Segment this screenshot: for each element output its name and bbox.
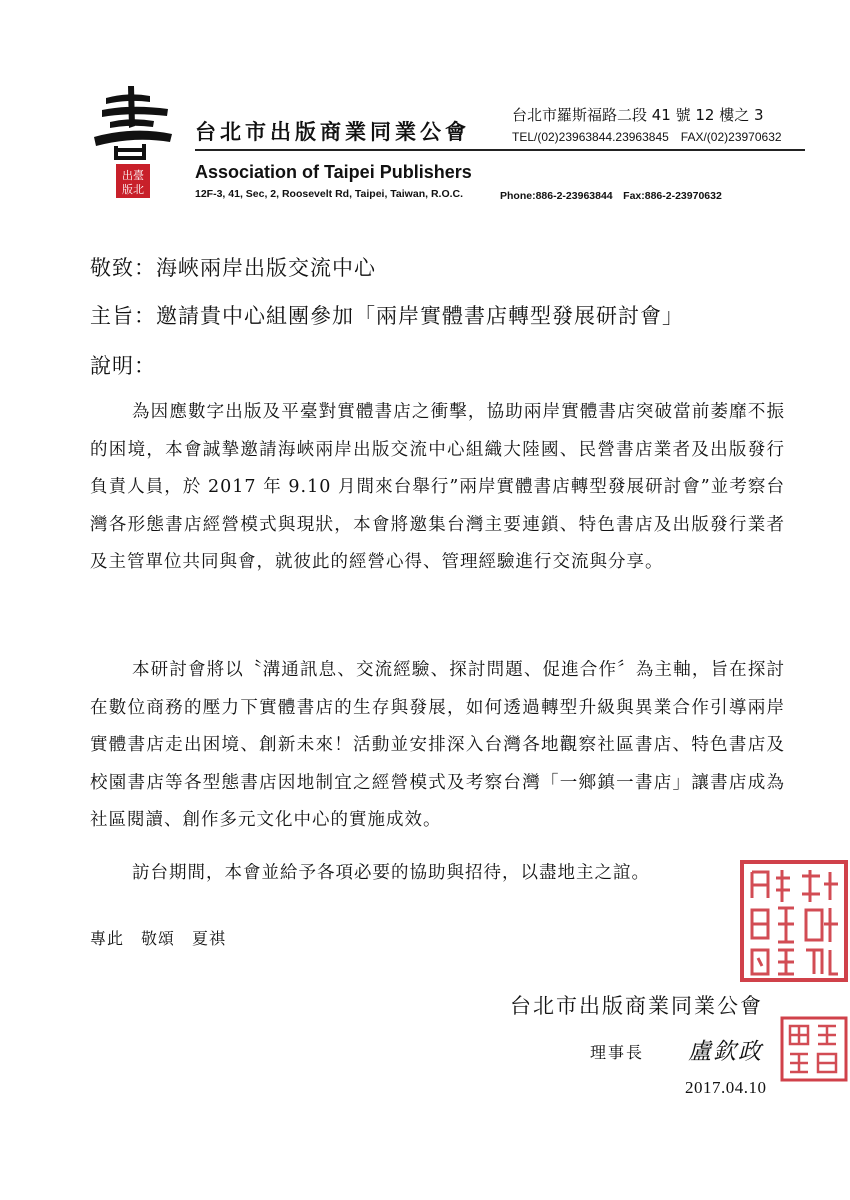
signature-title: 理事長 bbox=[590, 1043, 645, 1062]
association-logo bbox=[88, 82, 174, 202]
letterhead-divider bbox=[195, 149, 805, 151]
org-phone-fax-en: Phone:886-2-23963844 Fax:886-2-23970632 bbox=[500, 190, 722, 202]
recipient-line: 敬致：海峽兩岸出版交流中心 bbox=[90, 256, 376, 280]
svg-text:出臺: 出臺 bbox=[122, 169, 144, 182]
signature-name: 盧欽政 bbox=[688, 1039, 763, 1065]
body-paragraph-3: 訪台期間，本會並給予各項必要的協助與招待，以盡地主之誼。 bbox=[132, 863, 650, 883]
body-paragraph-2: 本研討會將以〝溝通訊息、交流經驗、探討問題、促進合作〞為主軸，旨在探討在數位商務的壓力下實體書店的生存與發展，如何透過轉型升級與異業合作引導兩岸實體書店走出困境、創新未來！活動並安排深入台灣各地觀察社區書店、特色書店及校園書店等各型態書店因地制宜之經營模式及考察台灣「一鄉鎮一書店」讓書店成為社區閱讀、創作多元文化中心的實施成效。 bbox=[90, 660, 785, 830]
org-address-en: 12F-3, 41, Sec, 2, Roosevelt Rd, Taipei, Taiwan, R.O.C. bbox=[195, 188, 464, 200]
body-paragraph-1: 為因應數字出版及平臺對實體書店之衝擊，協助兩岸實體書店突破當前萎靡不振的困境，本會誠摯邀請海峽兩岸出版交流中心組織大陸國、民營書店業者及出版發行負責人員，於 2017 年 9.10 月間來台舉行”兩岸實體書店轉型發展研討會”並考察台灣各形態書店經營模式與現狀，本會將邀集台灣主要連鎖、特色書店及出版發行業者及主管單位共同與會，就彼此的經營心得、管理經驗進行交流與分享。 bbox=[90, 402, 785, 572]
org-phone-fax-zh: TEL/(02)23963844.23963845 FAX/(02)23970632 bbox=[512, 130, 782, 144]
description-label: 說明： bbox=[90, 354, 156, 378]
org-name-en: Association of Taipei Publishers bbox=[195, 162, 472, 182]
closing-salutation: 專此 敬頌 夏祺 bbox=[90, 929, 227, 948]
svg-text:版北: 版北 bbox=[122, 183, 144, 196]
org-seal-stamp bbox=[738, 858, 850, 984]
org-address-zh: 台北市羅斯福路二段 41 號 12 樓之 3 bbox=[512, 106, 764, 124]
subject-line: 主旨：邀請貴中心組團參加「兩岸實體書店轉型發展研討會」 bbox=[90, 304, 684, 328]
personal-seal-stamp bbox=[778, 1014, 850, 1084]
signature-org: 台北市出版商業同業公會 bbox=[510, 994, 763, 1018]
org-name-zh: 台北市出版商業同業公會 bbox=[195, 119, 470, 144]
signature-date: 2017.04.10 bbox=[685, 1078, 767, 1097]
